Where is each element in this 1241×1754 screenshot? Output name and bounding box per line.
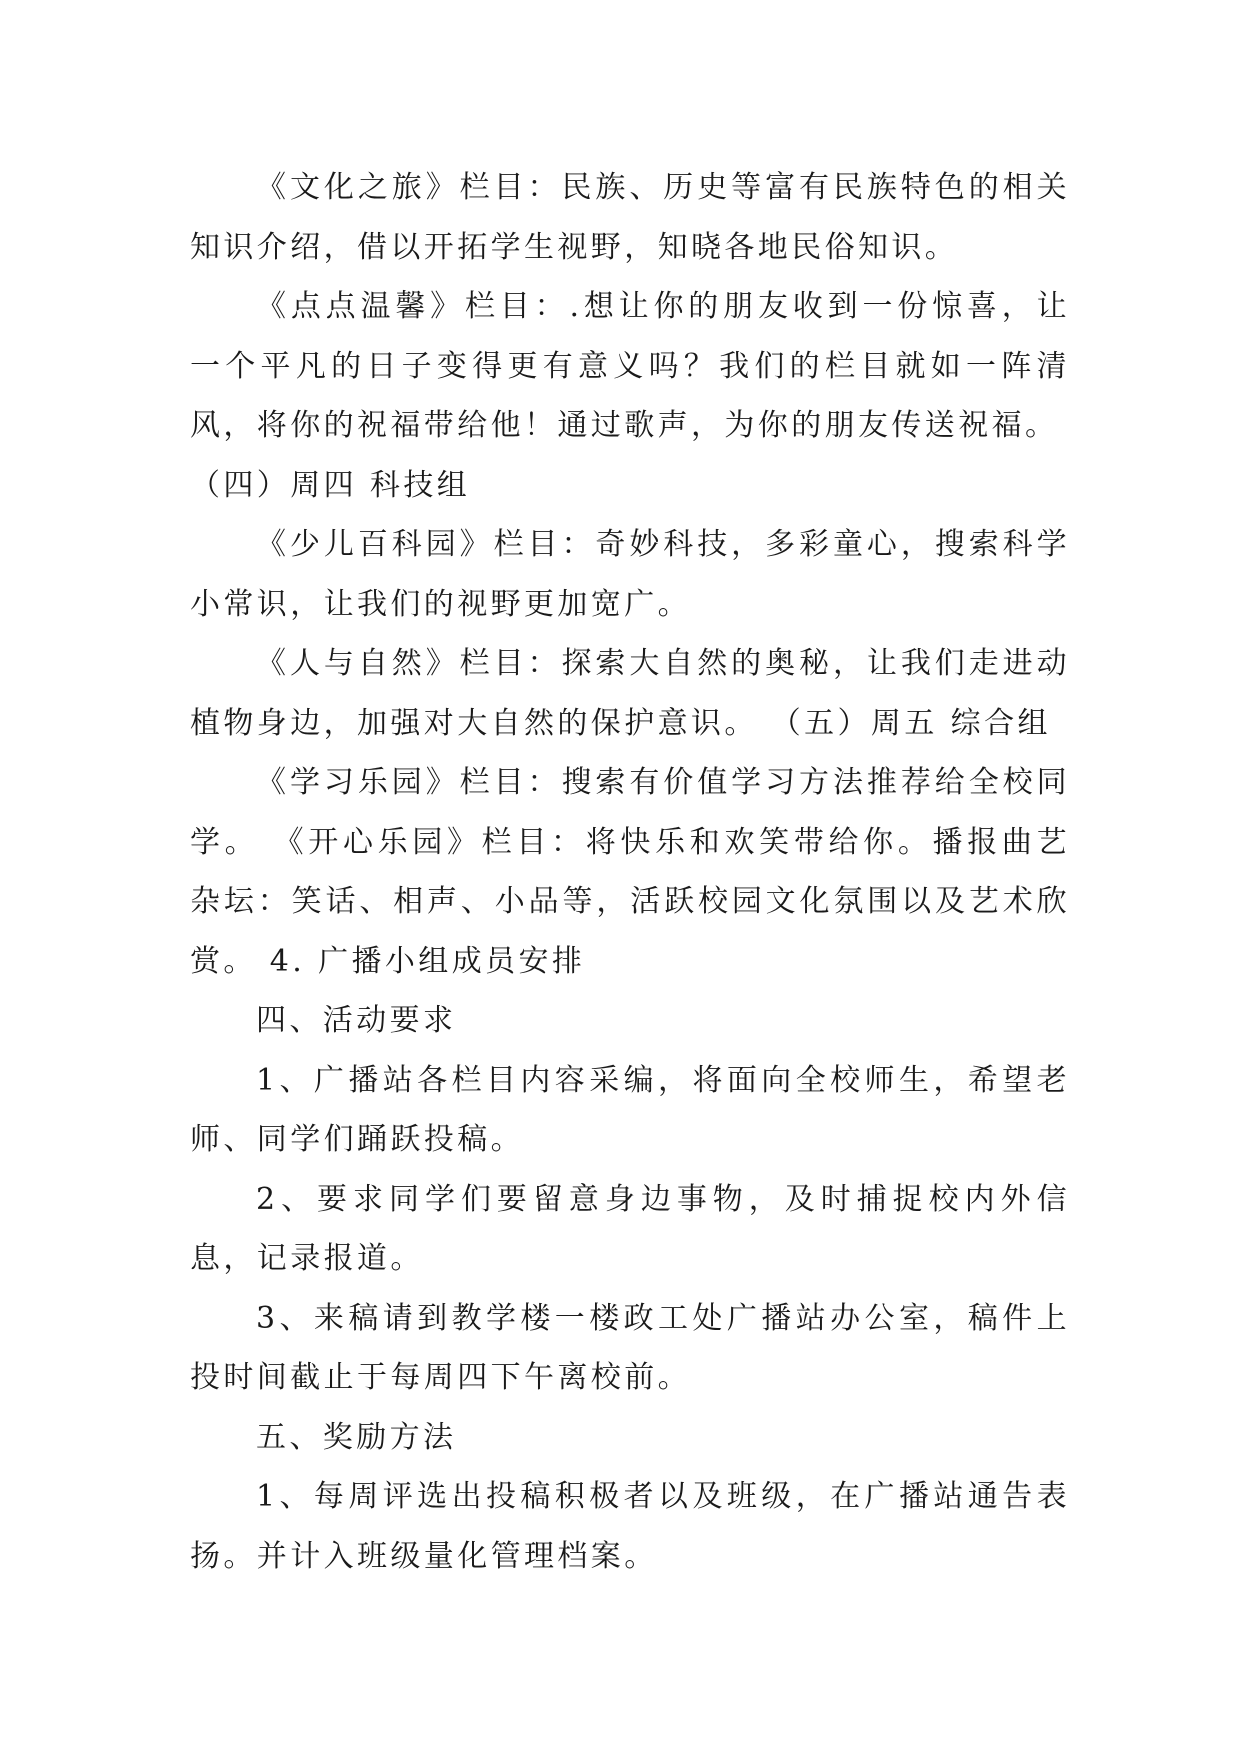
paragraph-learning-garden: 《学习乐园》栏目：搜索有价值学习方法推荐给全校同学。 《开心乐园》栏目：将快乐和欢笑带给你。播报曲艺杂坛：笑话、相声、小品等，活跃校园文化氛围以及艺术欣赏。 4. 广播小组成员安排 <box>190 765 1070 979</box>
heading-activity-requirements: 四、活动要求 <box>256 1003 457 1038</box>
paragraph-requirement-1: 1、广播站各栏目内容采编，将面向全校师生，希望老师、同学们踊跃投稿。 <box>190 1062 1070 1157</box>
paragraph-man-and-nature: 《人与自然》栏目：探索大自然的奥秘，让我们走进动植物身边，加强对大自然的保护意识。 （五）周五 综合组 <box>190 646 1070 741</box>
paragraph-requirement-2: 2、要求同学们要留意身边事物，及时捕捉校内外信息，记录报道。 <box>190 1181 1070 1276</box>
document-body <box>190 158 1070 1586</box>
paragraph-requirement-3: 3、来稿请到教学楼一楼政工处广播站办公室，稿件上投时间截止于每周四下午离校前。 <box>190 1300 1070 1395</box>
paragraph-culture-journey: 《文化之旅》栏目：民族、历史等富有民族特色的相关知识介绍，借以开拓学生视野，知晓各地民俗知识。 <box>190 170 1070 265</box>
heading-thursday-tech-group: （四）周四 科技组 <box>190 467 471 503</box>
paragraph-warm-moments: 《点点温馨》栏目：.想让你的朋友收到一份惊喜，让一个平凡的日子变得更有意义吗？我们的栏目就如一阵清风，将你的祝福带给他！通过歌声，为你的朋友传送祝福。 <box>190 289 1070 443</box>
paragraph-kids-encyclopedia: 《少儿百科园》栏目：奇妙科技，多彩童心，搜索科学小常识，让我们的视野更加宽广。 <box>190 527 1070 622</box>
paragraph-reward-1: 1、每周评选出投稿积极者以及班级，在广播站通告表扬。并计入班级量化管理档案。 <box>190 1479 1070 1574</box>
heading-reward-methods: 五、奖励方法 <box>256 1419 457 1455</box>
